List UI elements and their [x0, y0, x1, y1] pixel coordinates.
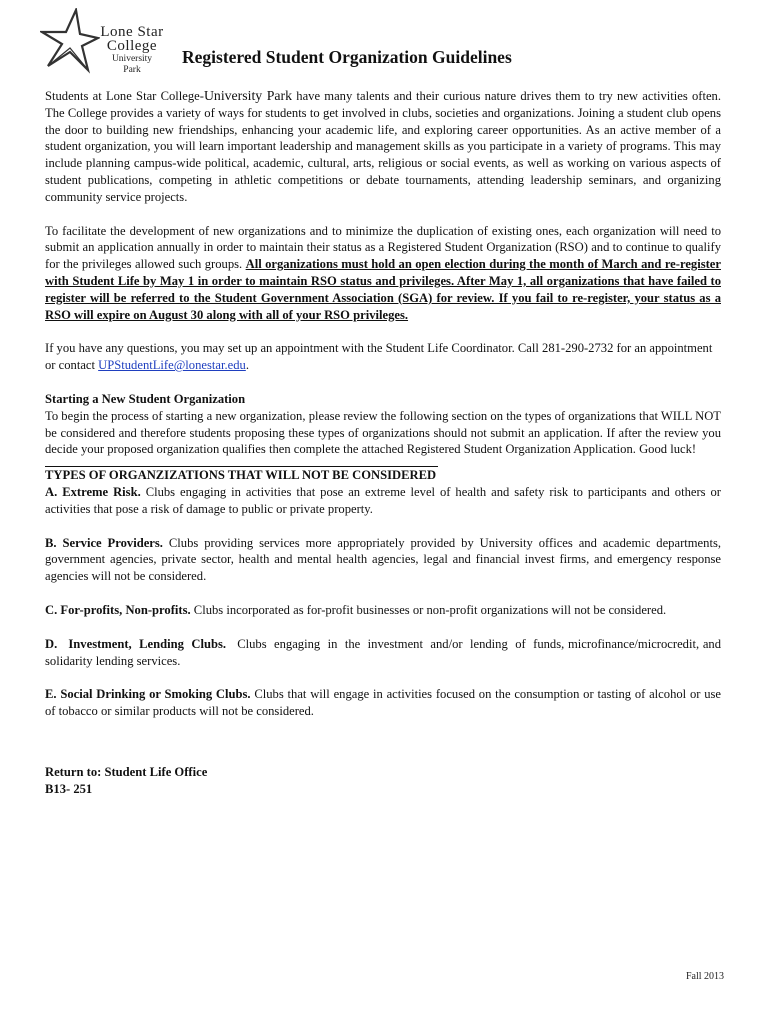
- type-label-c: C. For-profits, Non-profits.: [45, 602, 191, 617]
- star-icon: [40, 8, 100, 76]
- type-text-b: Clubs providing services more appropriately provided by University offices and academic departments, government agencies, private sector, health and mental health agencies, legal and financial invest firms, and emergency response agencies will not be considered.: [45, 535, 721, 584]
- intro-university-park: University Park: [203, 88, 293, 103]
- type-item-c: [45, 602, 721, 619]
- type-label-e: E. Social Drinking or Smoking Clubs.: [45, 687, 251, 702]
- type-label-d: D. Investment, Lending Clubs.: [45, 636, 227, 651]
- rso-emphasis: All organizations must hold an open election during the month of March and re-register with Student Life by May 1 in order to maintain RSO status and privileges. After May 1, all organizations that have failed to register will be referred to the Student Government Association (SGA) for review. If you fail to re-register, your status as a RSO will expire on August 30 along with all of your RSO privileges.: [45, 257, 721, 322]
- intro-text-2: have many talents and their curious nature drives them to try new activities often. The College provides a variety of ways for students to get involved in clubs, societies and organizations. Joining a student club opens the door to building new friendships, enhancing your academic life, and exploring career opportunities. As an active member of a student organization, you will learn important leadership and management skills as you participate in a variety of programs. This may include planning campus-wide political, academic, cultural, arts, religious or social events, as well as working on various aspects of student publications, competing in athletic competitions or debate tournaments, attending leadership seminars, and organizing community service projects.: [45, 89, 721, 204]
- type-item-d: [45, 636, 725, 670]
- starting-paragraph: To begin the process of starting a new organization, please review the following section on the types of organizations that WILL NOT be considered and therefore students proposing these types of organizations should not submit an application. If after the review you decide your proposed organization qualifies then complete the attached Registered Student Organization Application. Good luck!: [45, 408, 721, 457]
- type-item-e: [45, 686, 721, 720]
- return-line-2: B13- 251: [45, 781, 93, 796]
- rso-paragraph: [45, 223, 721, 324]
- email-link[interactable]: UPStudentLife@lonestar.edu: [98, 358, 246, 373]
- type-text-d: Clubs engaging in the investment and/or lending of funds, microfinance/microcredit, and solidarity lending services.: [45, 636, 725, 668]
- logo-line-university: University: [111, 54, 153, 64]
- contact-text: If you have any questions, you may set up an appointment with the Student Life Coordinator. Call 281-290-2732 for an appointment or contact: [45, 341, 713, 373]
- rso-text: To facilitate the development of new organizations and to minimize the duplication of existing ones, each organization will need to submit an application annually in order to maintain their status as a Registered Student Organization (RSO) and to continue to qualify for the privileges allowed such groups.: [45, 223, 721, 272]
- type-label-b: B. Service Providers.: [45, 535, 163, 550]
- logo-line-college: College: [106, 38, 158, 54]
- type-text-a: Clubs engaging in activities that pose an extreme level of health and safety risk to participants and others or activities that pose a risk of damage to public or private property.: [45, 484, 721, 516]
- type-item-b: [45, 535, 721, 585]
- page-title: Registered Student Organization Guidelines: [182, 47, 512, 67]
- types-heading: TYPES OF ORGANZIZATIONS THAT WILL NOT BE CONSIDERED: [45, 468, 437, 483]
- intro-text-1: Students at Lone Star College-: [45, 89, 204, 103]
- contact-end: .: [245, 358, 249, 373]
- return-line-1: Return to: Student Life Office: [45, 764, 208, 779]
- type-item-a: [45, 484, 721, 518]
- return-address: [45, 764, 721, 798]
- type-text-e: Clubs that will engage in activities focused on the consumption or tasting of alcohol or use of tobacco or similar products will not be considered.: [45, 687, 722, 719]
- starting-heading: Starting a New Student Organization: [45, 391, 246, 406]
- footer-date: Fall 2013: [685, 971, 724, 982]
- lone-star-college-logo: [40, 8, 180, 78]
- intro-paragraph: [45, 88, 721, 206]
- type-text-c: Clubs incorporated as for-profit businesses or non-profit organizations will not be considered.: [190, 602, 667, 617]
- type-label-a: A. Extreme Risk.: [45, 484, 141, 499]
- document-body: [45, 88, 725, 798]
- logo-line-lone-star: Lone Star: [100, 24, 164, 40]
- contact-paragraph: [45, 340, 721, 374]
- logo-line-park: Park: [123, 65, 141, 75]
